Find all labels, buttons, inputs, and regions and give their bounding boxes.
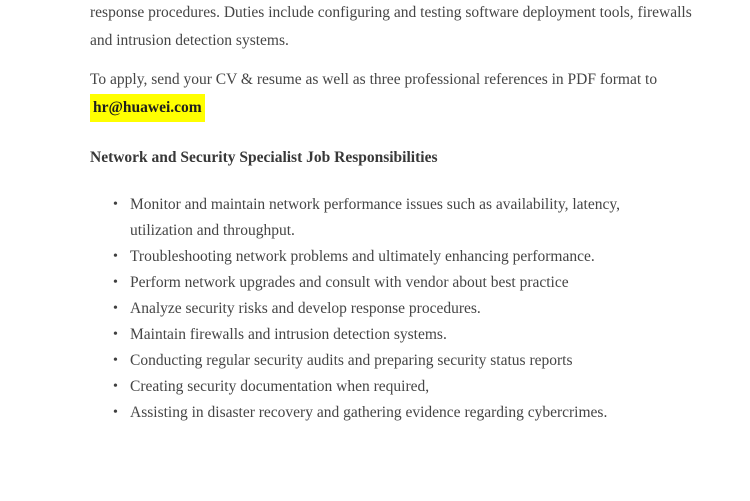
intro-paragraph-line1: response procedures. Duties include configuring and testing software deployment tools, firewalls [90,4,692,21]
list-item-text: Maintain firewalls and intrusion detection systems. [130,326,447,343]
list-item-text: Perform network upgrades and consult with vendor about best practice [130,274,569,291]
bullet-icon: • [113,301,118,316]
list-item [90,322,740,348]
list-item-text: Troubleshooting network problems and ultimately enhancing performance. [130,248,595,265]
intro-paragraph-line2: and intrusion detection systems. [90,32,289,49]
list-item-text: Assisting in disaster recovery and gathering evidence regarding cybercrimes. [130,404,608,421]
apply-paragraph [90,66,740,122]
responsibilities-heading: Network and Security Specialist Job Responsibilities [90,149,438,166]
bullet-icon: • [113,249,118,264]
bullet-icon: • [113,405,118,420]
list-item [90,400,740,426]
list-item [90,296,740,322]
bullet-icon: • [113,275,118,290]
bullet-icon: • [113,327,118,342]
list-item-text: Monitor and maintain network performance issues such as availability, latency, [130,196,620,213]
list-item [90,244,740,270]
apply-paragraph-line1: To apply, send your CV & resume as well as three professional references in PDF format to [90,71,658,88]
email-highlight: hr@huawei.com [90,94,205,122]
list-item [90,374,740,400]
list-item-text: Analyze security risks and develop response procedures. [130,300,481,317]
apply-email-line [90,94,740,122]
list-item [90,348,740,374]
bullet-icon: • [113,353,118,368]
intro-paragraph [90,0,740,55]
bullet-icon: • [113,379,118,394]
list-item [90,270,740,296]
bullet-icon: • [113,197,118,212]
list-item-text-wrap: utilization and throughput. [130,222,295,239]
list-item-text: Conducting regular security audits and preparing security status reports [130,352,573,369]
list-item [90,192,740,244]
responsibilities-list [90,192,740,426]
list-item-text: Creating security documentation when required, [130,378,430,395]
